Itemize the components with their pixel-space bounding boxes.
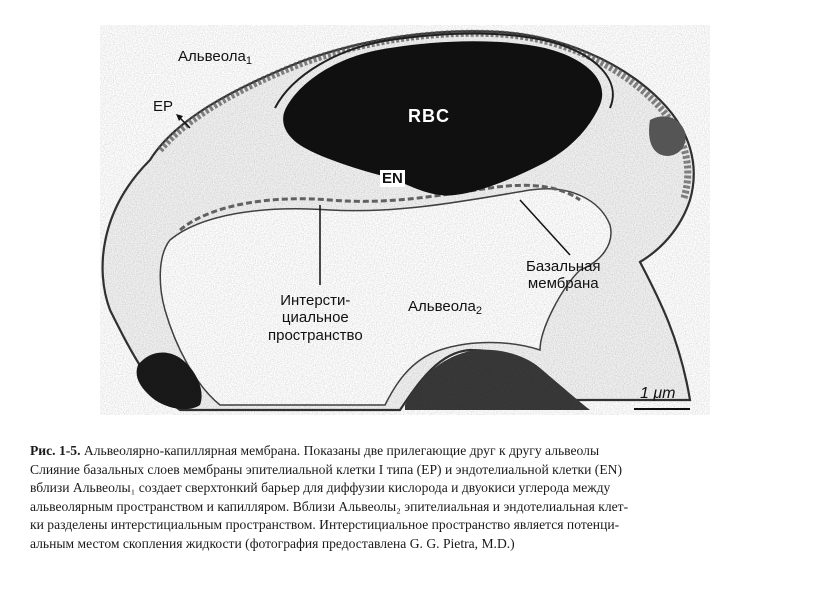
alveola-2-subscript: 2 — [475, 305, 482, 317]
caption-line-2: Слияние базальных слоев мембраны эпителиальной клетки I типа (EP) и эндотелиальной клетки (EN) — [30, 461, 622, 477]
scale-bar — [634, 408, 690, 410]
alveola-1-subscript: 1 — [245, 55, 252, 67]
alveola-1-text: Альвеола — [178, 48, 246, 65]
label-basal-membrane — [526, 258, 601, 293]
interstitium-line-3: пространство — [268, 326, 363, 344]
label-rbc: RBC — [408, 106, 450, 126]
label-alveola-1 — [178, 48, 252, 68]
caption-line-6: альным местом скопления жидкости (фотография предоставлена G. G. Pietra, M.D.) — [30, 535, 515, 551]
figure-number: Рис. 1-5. — [30, 443, 81, 458]
figure-caption — [30, 442, 800, 554]
interstitium-line-1: Интерсти- — [280, 292, 351, 309]
label-alveola-2 — [408, 298, 482, 318]
caption-line-1-text: Альвеолярно-капиллярная мембрана. Показаны две прилегающие друг к другу альвеолы — [80, 443, 600, 458]
label-en: EN — [382, 170, 403, 187]
caption-line-3: вблизи Альвеолы₁ создает сверхтонкий барьер для диффузии кислорода и двуокиси углерода между — [30, 480, 611, 496]
basal-membrane-line-1: Базальная — [526, 258, 601, 275]
alveola-2-text: Альвеола — [408, 298, 476, 315]
label-ep: EP — [153, 98, 174, 115]
caption-line-1 — [30, 442, 800, 461]
basal-membrane-line-2: мембрана — [527, 275, 599, 293]
caption-line-4: альвеолярным пространством и капилляром. Вблизи Альвеолы₂ эпителиальная и эндотелиальная клет- — [30, 498, 629, 514]
scale-bar-label: 1 μm — [640, 385, 676, 402]
interstitium-line-2: циальное — [281, 309, 349, 327]
caption-line-5: ки разделены интерстициальным пространством. Интерстициальное пространство является потенци- — [30, 517, 620, 533]
label-interstitium — [268, 292, 363, 344]
